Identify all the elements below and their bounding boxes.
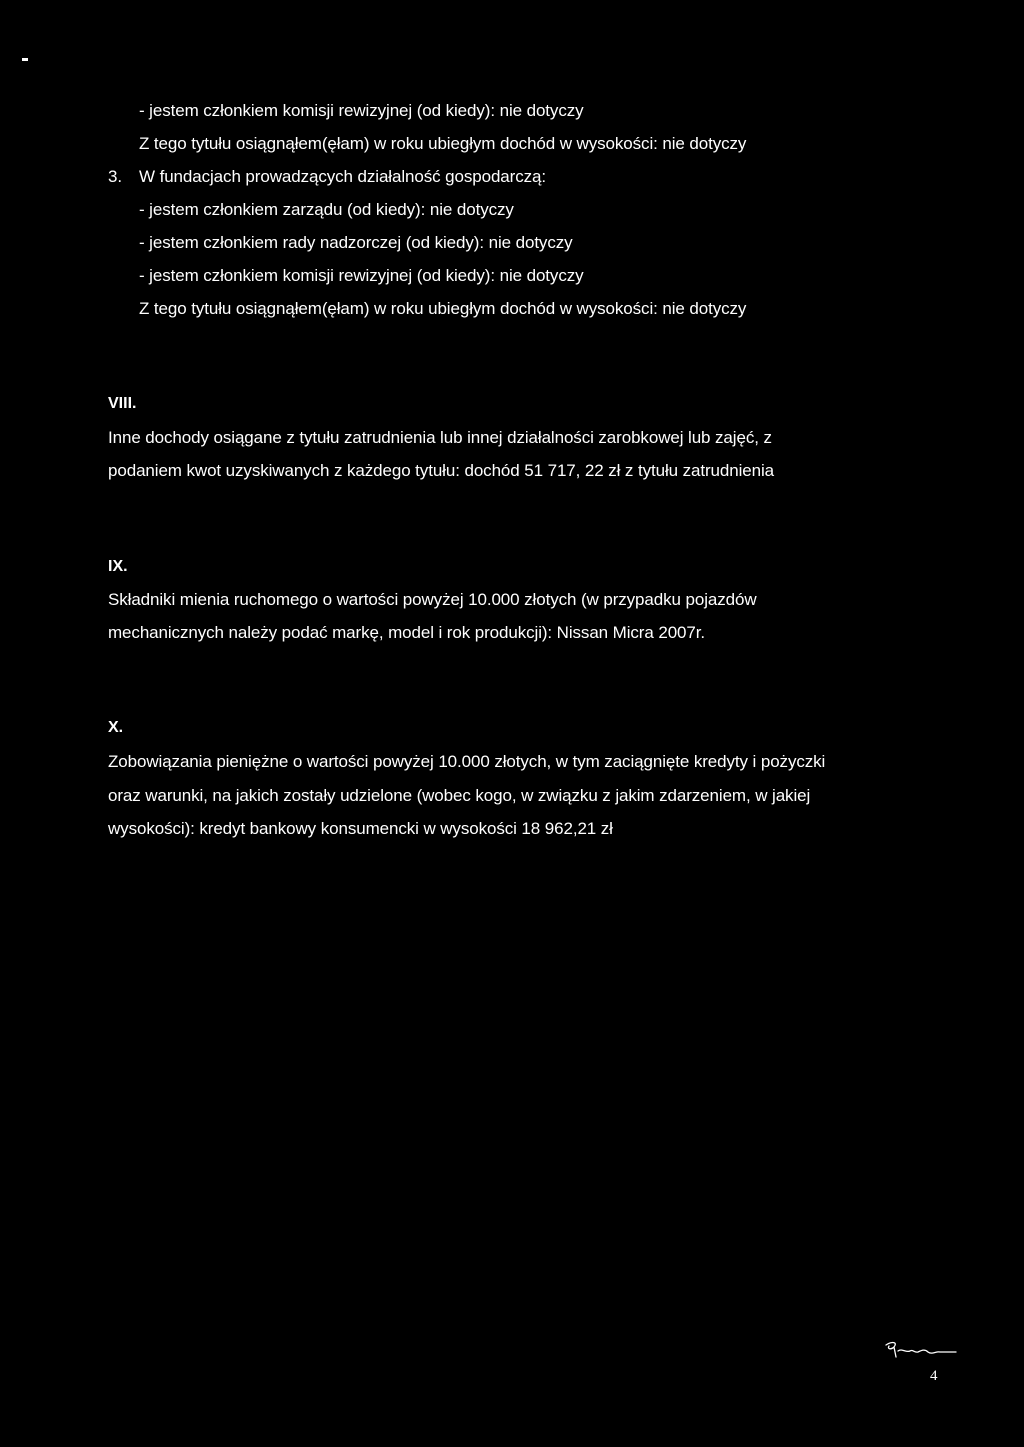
vii-item-3-board: - jestem członkiem zarządu (od kiedy): nie dotyczy [139,200,514,219]
section-viii-line-2: podaniem kwot uzyskiwanych z każdego tytułu: dochód 51 717, 22 zł z tytułu zatrudnienia [108,461,775,480]
signature-icon [880,1337,960,1363]
vii-item-3-number: 3. [108,167,122,186]
section-x-line-3: wysokości): kredyt bankowy konsumencki w wysokości 18 962,21 zł [108,819,613,838]
vii-line-income: Z tego tytułu osiągnąłem(ęłam) w roku ubiegłym dochód w wysokości: nie dotyczy [139,134,747,153]
page-corner-mark [22,58,28,61]
page-number: 4 [930,1368,938,1384]
vii-item-3-title: W fundacjach prowadzących działalność gospodarczą: [139,167,547,186]
section-ix-line-1: Składniki mienia ruchomego o wartości powyżej 10.000 złotych (w przypadku pojazdów [108,590,757,609]
section-x-line-1: Zobowiązania pieniężne o wartości powyżej 10.000 złotych, w tym zaciągnięte kredyty i pożyczki [108,752,826,771]
section-x-line-2: oraz warunki, na jakich zostały udzielone (wobec kogo, w związku z jakim zdarzeniem, w jakiej [108,786,811,805]
section-ix-line-2: mechanicznych należy podać markę, model i rok produkcji): Nissan Micra 2007r. [108,623,706,642]
section-viii-heading: VIII. [108,395,137,412]
section-x-heading: X. [108,719,124,736]
section-viii-line-1: Inne dochody osiągane z tytułu zatrudnienia lub innej działalności zarobkowej lub zajęć, z [108,428,772,447]
vii-item-3-audit-committee: - jestem członkiem komisji rewizyjnej (od kiedy): nie dotyczy [139,266,584,285]
vii-item-3-supervisory-board: - jestem członkiem rady nadzorczej (od kiedy): nie dotyczy [139,233,573,252]
section-ix-heading: IX. [108,558,128,575]
vii-item-3-income: Z tego tytułu osiągnąłem(ęłam) w roku ubiegłym dochód w wysokości: nie dotyczy [139,299,747,318]
vii-line-audit-committee: - jestem członkiem komisji rewizyjnej (od kiedy): nie dotyczy [139,101,584,120]
